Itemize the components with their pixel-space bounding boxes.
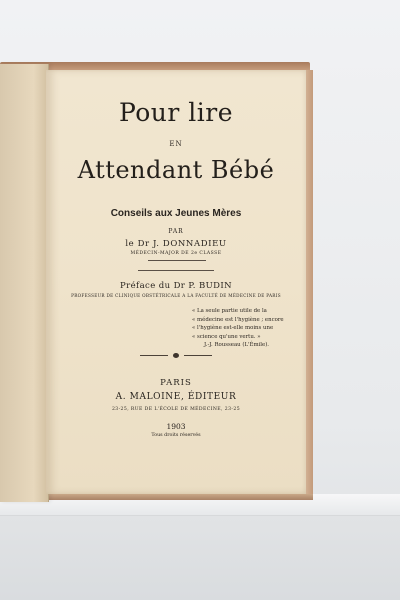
author-title: MÉDECIN-MAJOR DE 2e CLASSE — [130, 251, 222, 256]
title-page — [46, 70, 306, 494]
title-line-1: Pour lire — [118, 98, 234, 127]
publication-city: PARIS — [160, 378, 192, 388]
book-subtitle: Conseils aux Jeunes Mères — [110, 208, 242, 219]
publication-year: 1903 — [166, 422, 186, 431]
quote-source: J.-J. Rousseau (L'Émile). — [204, 342, 270, 349]
quote-line: « médecine est l'hygiène ; encore — [192, 316, 284, 323]
author-name: le Dr J. DONNADIEU — [125, 239, 227, 249]
publisher-name: A. MALOINE, ÉDITEUR — [115, 392, 237, 402]
ornament-bar — [140, 355, 168, 356]
par-label: PAR — [168, 228, 184, 235]
shelf-front — [0, 516, 400, 600]
quote-line: « science qu'une vertu. » — [192, 333, 261, 340]
quote-line: « La seule partie utile de la — [192, 308, 267, 314]
epigraph-quote — [192, 307, 300, 350]
divider-rule — [138, 270, 214, 271]
ornament-bar — [184, 355, 212, 356]
ornament-divider — [140, 352, 212, 360]
ornament-icon — [173, 353, 179, 358]
cover-bottom-edge — [40, 494, 313, 500]
publisher-address: 23-25, RUE DE L'ÉCOLE DE MÉDECINE, 23-25 — [111, 407, 241, 412]
book-binding-page — [0, 64, 49, 502]
title-connector: EN — [169, 140, 183, 148]
quote-line: « l'hygiène est-elle moins une — [192, 325, 274, 332]
rights-notice: Tous droits réservés — [151, 433, 201, 438]
preface-line: Préface du Dr P. BUDIN — [120, 281, 232, 291]
preface-credit: PROFESSEUR DE CLINIQUE OBSTÉTRICALE A LA FACULTÉ DE MÉDECINE DE PARIS — [71, 293, 281, 298]
title-line-2: Attendant Bébé — [77, 156, 275, 184]
divider-rule — [148, 260, 206, 261]
